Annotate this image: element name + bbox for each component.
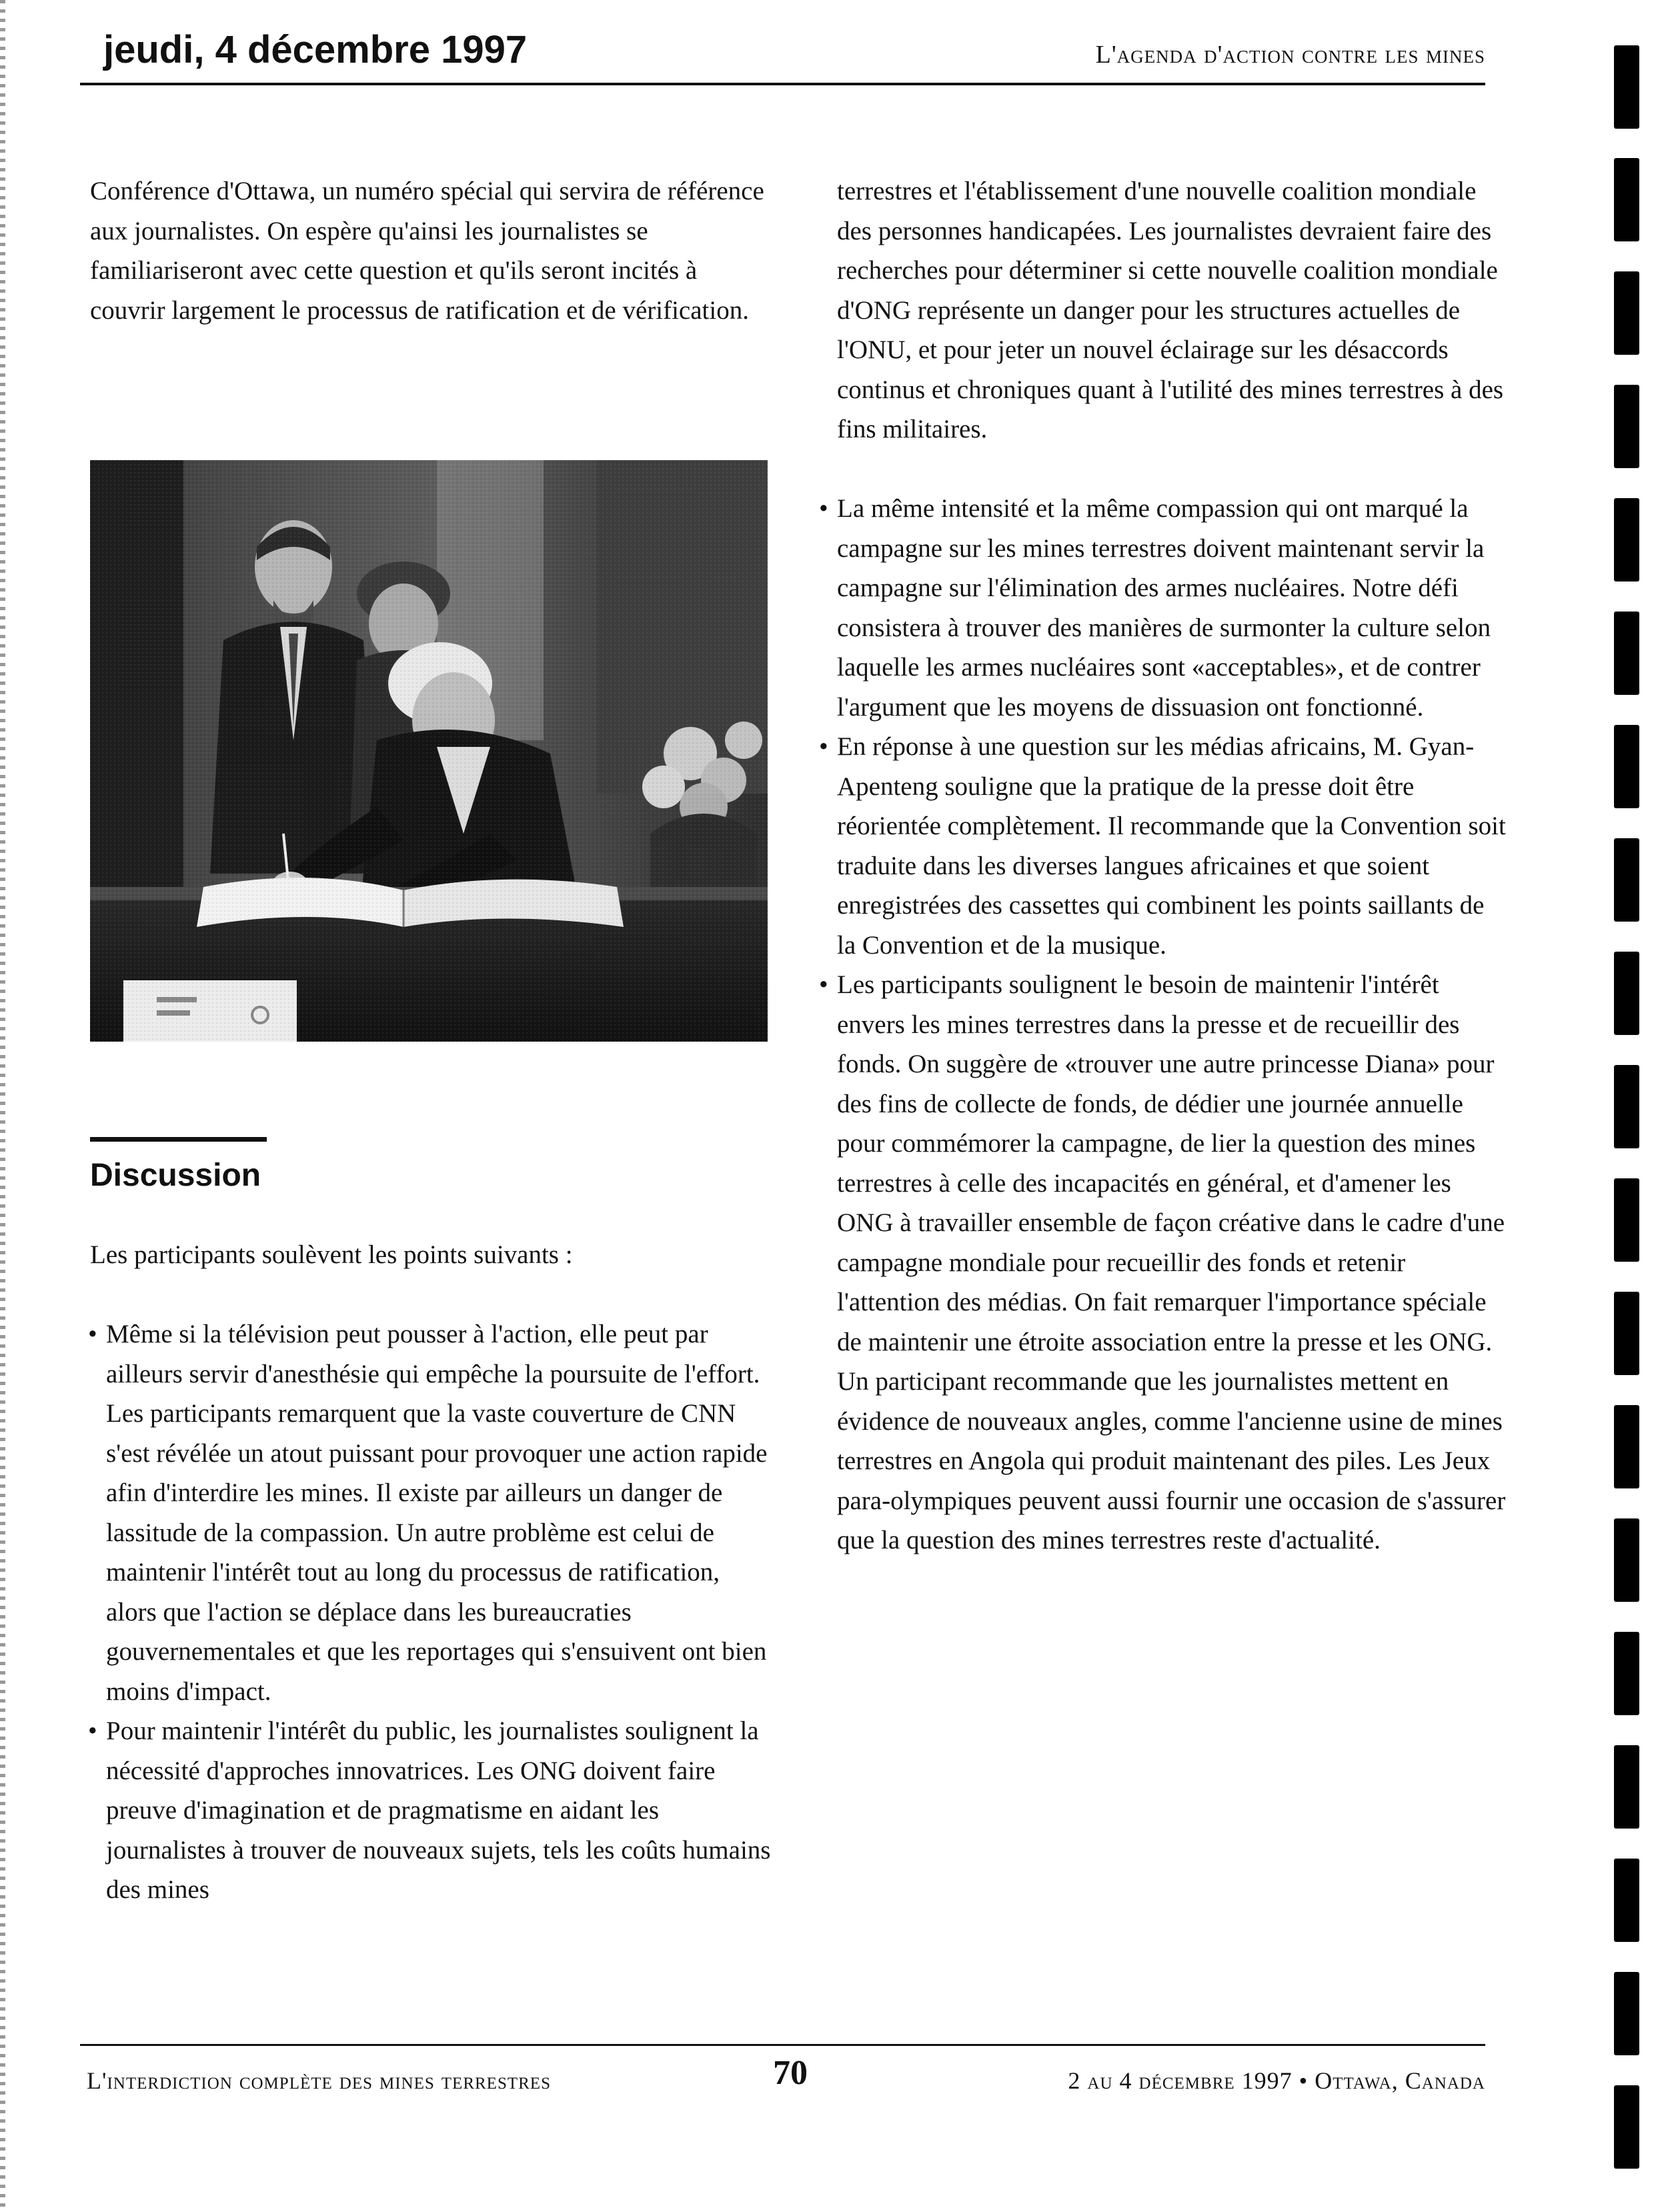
binding-mark xyxy=(1614,1178,1639,1262)
discussion-bullet-list-left xyxy=(88,1314,772,1910)
binding-mark xyxy=(1614,498,1639,582)
binding-mark xyxy=(1614,612,1639,695)
binding-mark xyxy=(1614,1518,1639,1602)
binding-mark xyxy=(1614,952,1639,1035)
signing-ceremony-photo xyxy=(90,460,768,1042)
footer-rule xyxy=(80,2044,1485,2046)
binding-mark xyxy=(1614,1972,1639,2055)
section-rule xyxy=(90,1137,267,1142)
bullet-item: • La même intensité et la même compassion qui ont marqué la campagne sur les mines terrestres doivent maintenant servir la campagne sur l'élimination des armes nucléaires. Notre défi consistera à trouver des manières de surmonter la culture selon laquelle les armes nucléaires sont «acceptables», et de contrer l'argument que les moyens de dissuasion ont fonctionné. xyxy=(819,489,1507,727)
bullet-continuation: terrestres et l'établissement d'une nouvelle coalition mondiale des personnes handicapées. Les journalistes devraient faire des recherches pour déterminer si cette nouvelle coalition mondiale d'ONG représente un danger pour les structures actuelles de l'ONU, et pour jeter un nouvel éclairage sur les désaccords continus et chroniques quant à l'utilité des mines terrestres à des fins militaires. xyxy=(837,177,1504,443)
footer-event-info: 2 au 4 décembre 1997 • Ottawa, Canada xyxy=(1068,2067,1485,2094)
binding-mark xyxy=(1614,725,1639,808)
footer-publication-title: L'interdiction complète des mines terrestres xyxy=(87,2067,551,2094)
photo-illustration xyxy=(90,460,768,1042)
bullet-item: • Les participants soulignent le besoin de maintenir l'intérêt envers les mines terrestres dans la presse et de recueillir des fonds. On suggère de «trouver une autre princesse Diana» pour des fins de collecte de fonds, de dédier une journée annuelle pour commémorer la campagne, de lier la question des mines terrestres à celle des incapacités en général, et d'amener les ONG à travailler ensemble de façon créative dans le cadre d'une campagne mondiale pour recueillir des fonds et retenir l'attention des médias. On fait remarquer l'importance spéciale de maintenir une étroite association entre la presse et les ONG. Un participant recommande que les journalistes mettent en évidence de nouveaux angles, comme l'ancienne usine de mines terrestres en Angola qui produit maintenant des piles. Les Jeux para-olympiques peuvent aussi fournir une occasion de s'assurer que la question des mines terrestres reste d'actualité. xyxy=(819,965,1507,1560)
binding-mark xyxy=(1614,45,1639,129)
binding-mark xyxy=(1614,1292,1639,1375)
binding-mark xyxy=(1614,385,1639,468)
binding-mark xyxy=(1614,2085,1639,2169)
binding-mark xyxy=(1614,1632,1639,1715)
binding-mark xyxy=(1614,158,1639,241)
header-date: jeudi, 4 décembre 1997 xyxy=(103,28,528,71)
bullet-item: • Pour maintenir l'intérêt du public, les journalistes soulignent la nécessité d'approches innovatrices. Les ONG doivent faire preuve d'imagination et de pragmatisme en aidant les journalistes à trouver de nouveaux sujets, tels les coûts humains des mines xyxy=(88,1711,772,1910)
binding-mark xyxy=(1614,271,1639,355)
section-title-discussion: Discussion xyxy=(90,1158,261,1193)
binding-mark xyxy=(1614,1065,1639,1148)
binding-mark xyxy=(1614,838,1639,922)
binding-mark xyxy=(1614,1405,1639,1488)
intro-paragraph: Conférence d'Ottawa, un numéro spécial qui servira de référence aux journalistes. On espère qu'ainsi les journalistes se familiariseront avec cette question et qu'ils seront incités à couvrir largement le processus de ratification et de vérification. xyxy=(90,177,764,325)
header-title: L'agenda d'action contre les mines xyxy=(1095,41,1485,69)
binding-mark xyxy=(1614,1859,1639,1942)
binding-marks xyxy=(1614,0,1641,2212)
bullet-item: • Même si la télévision peut pousser à l'action, elle peut par ailleurs servir d'anesthésie qui empêche la poursuite de l'effort. Les participants remarquent que la vaste couverture de CNN s'est révélée un atout puissant pour provoquer une action rapide afin d'interdire les mines. Il existe par ailleurs un danger de lassitude de la compassion. Un autre problème est celui de maintenir l'intérêt tout au long du processus de ratification, alors que l'action se déplace dans les bureaucraties gouvernementales et que les reportages qui s'ensuivent ont bien moins d'impact. xyxy=(88,1314,772,1711)
header-rule xyxy=(80,83,1485,85)
bullet-item: • En réponse à une question sur les médias africains, M. Gyan-Apenteng souligne que la pratique de la presse doit être réorientée complètement. Il recommande que la Convention soit traduite dans les diverses langues africaines et que soient enregistrées des cassettes qui combinent les points saillants de la Convention et de la musique. xyxy=(819,727,1507,965)
scan-edge-artifact xyxy=(0,0,5,2212)
binding-mark xyxy=(1614,1745,1639,1829)
discussion-lead: Les participants soulèvent les points suivants : xyxy=(90,1240,573,1269)
discussion-bullet-list-right xyxy=(819,489,1507,1560)
page-number: 70 xyxy=(773,2054,808,2092)
